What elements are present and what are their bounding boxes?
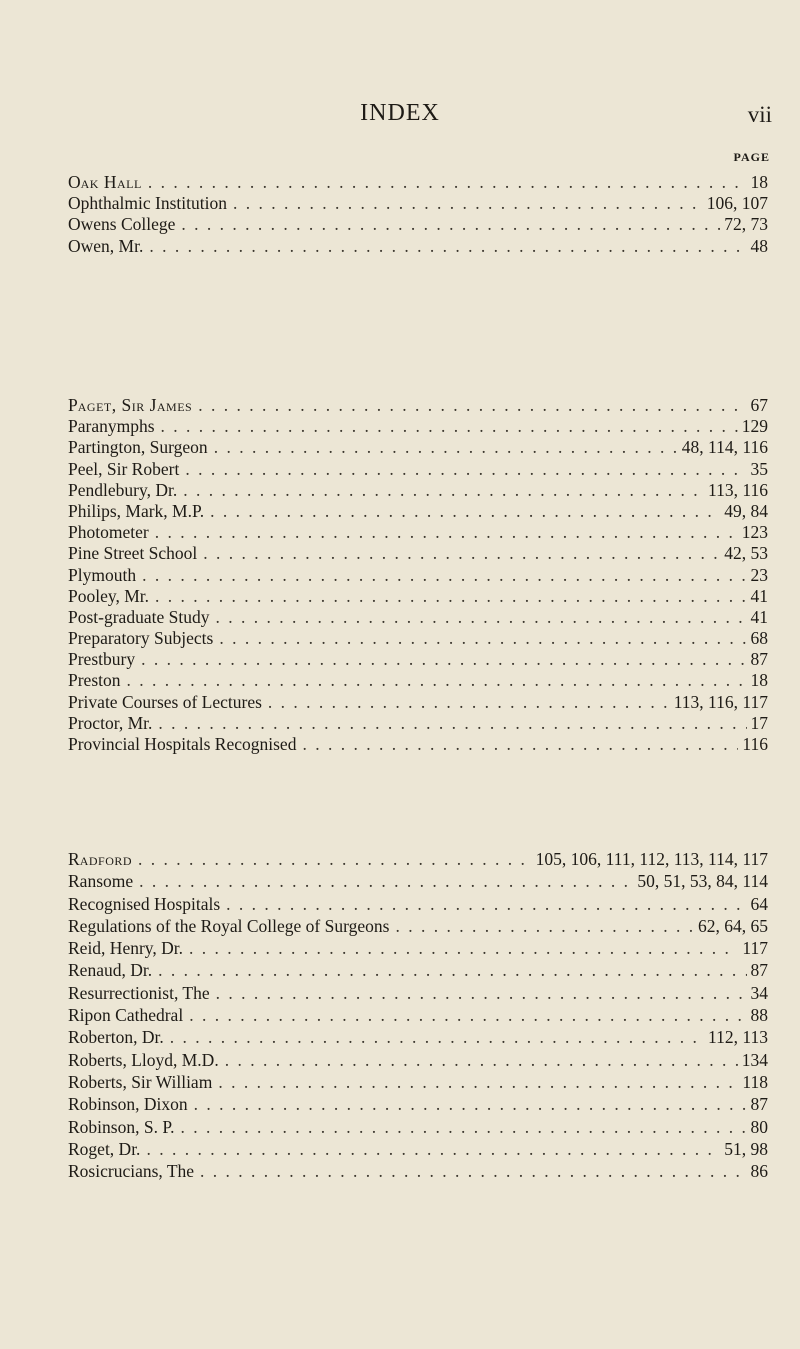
entry-term-text: Roberts, Sir William xyxy=(68,1071,213,1092)
entry-term xyxy=(68,628,219,649)
entry-pages: 87 xyxy=(750,649,768,670)
dot-leader xyxy=(302,734,738,755)
entry-pages: 50, 51, 53, 84, 114 xyxy=(637,871,768,892)
index-entry xyxy=(68,586,768,607)
dot-leader xyxy=(194,1093,747,1115)
dot-leader xyxy=(198,395,746,416)
entry-term xyxy=(68,459,185,480)
entry-pages: 34 xyxy=(750,982,768,1003)
dot-leader xyxy=(146,1138,720,1160)
entry-term-text: Regulations of the Royal College of Surgeons xyxy=(68,915,390,936)
entry-term-text: Pine Street School xyxy=(68,543,198,564)
index-entry xyxy=(68,982,768,1004)
entry-term xyxy=(68,193,233,214)
entry-term xyxy=(68,586,155,607)
entry-pages: 116 xyxy=(742,734,768,754)
entry-term xyxy=(68,1138,146,1160)
entry-term-text: ak Hall xyxy=(80,172,142,192)
entry-term-text: Photometer xyxy=(68,522,149,543)
entry-term-text: Ransome xyxy=(68,871,134,892)
index-entry xyxy=(68,628,768,649)
index-section-o xyxy=(68,172,768,257)
entry-term-text: Private Courses of Lectures xyxy=(68,691,262,712)
entry-term xyxy=(68,1071,218,1093)
entry-pages: 64 xyxy=(750,893,768,914)
entry-term xyxy=(68,1160,200,1182)
entry-term xyxy=(68,1093,194,1115)
entry-term xyxy=(68,543,203,564)
entry-term-text: aget, Sir James xyxy=(77,395,193,415)
entry-term-text: Proctor, Mr. xyxy=(68,712,153,733)
index-entry xyxy=(68,1071,768,1093)
entry-term-text: adford xyxy=(79,849,133,869)
entry-term xyxy=(68,959,158,981)
entry-pages: 105, 106, 111, 112, 113, 114, 117 xyxy=(535,849,768,869)
entry-term xyxy=(68,501,210,522)
index-entry xyxy=(68,607,768,628)
entry-term-text: Peel, Sir Robert xyxy=(68,458,180,479)
entry-term xyxy=(68,649,141,670)
entry-term xyxy=(68,915,395,937)
running-head xyxy=(0,100,800,130)
dot-leader xyxy=(181,214,720,235)
dot-leader xyxy=(189,937,738,959)
entry-pages: 49, 84 xyxy=(724,500,768,521)
entry-term xyxy=(68,395,198,416)
dot-leader xyxy=(214,437,678,458)
entry-pages: 106, 107 xyxy=(706,193,768,214)
index-entry xyxy=(68,1160,768,1182)
dot-leader xyxy=(203,543,720,564)
entry-pages: 88 xyxy=(750,1005,768,1026)
index-entry xyxy=(68,1004,768,1026)
dot-leader xyxy=(158,959,746,981)
entry-pages: 134 xyxy=(741,1049,768,1070)
entry-term xyxy=(68,670,127,691)
dot-leader xyxy=(148,172,747,193)
dot-leader xyxy=(155,522,738,543)
entry-term-text: Recognised Hospitals xyxy=(68,893,221,914)
entry-term-text: Robinson, S. P. xyxy=(68,1116,175,1137)
entry-pages: 41 xyxy=(750,585,768,606)
index-entry xyxy=(68,893,768,915)
dot-leader xyxy=(233,193,703,214)
dot-leader xyxy=(139,870,633,892)
index-entry xyxy=(68,565,768,586)
dot-leader xyxy=(226,893,746,915)
entry-pages: 72, 73 xyxy=(724,214,768,235)
entry-term-text: Robinson, Dixon xyxy=(68,1094,188,1115)
entry-term-text: Owen, Mr. xyxy=(68,235,144,256)
entry-term xyxy=(68,1026,170,1048)
entry-term-text: Plymouth xyxy=(68,564,137,585)
entry-pages: 23 xyxy=(750,564,768,585)
dot-leader xyxy=(155,586,746,607)
dot-leader xyxy=(141,649,746,670)
index-entry xyxy=(68,1049,768,1071)
entry-term xyxy=(68,522,155,543)
entry-pages: 86 xyxy=(750,1161,768,1182)
dot-leader xyxy=(158,713,746,734)
index-entry xyxy=(68,437,768,458)
entry-term xyxy=(68,937,189,959)
entry-term xyxy=(68,1049,225,1071)
dot-leader xyxy=(218,1071,738,1093)
index-entry xyxy=(68,1026,768,1048)
index-entry xyxy=(68,937,768,959)
entry-pages: 87 xyxy=(750,960,768,981)
index-entry xyxy=(68,959,768,981)
index-entry xyxy=(68,649,768,670)
entry-term xyxy=(68,848,138,870)
dot-leader xyxy=(170,1026,704,1048)
entry-pages: 42, 53 xyxy=(724,543,768,564)
index-entry xyxy=(68,692,768,713)
index-entry xyxy=(68,1138,768,1160)
entry-term-text: Paranymphs xyxy=(68,416,155,437)
dot-leader xyxy=(225,1049,738,1071)
dot-leader xyxy=(215,607,746,628)
index-entry xyxy=(68,915,768,937)
dot-leader xyxy=(138,848,532,870)
entry-term-text: Prestbury xyxy=(68,649,136,670)
entry-pages: 18 xyxy=(750,172,768,192)
entry-term-text: Roget, Dr. xyxy=(68,1138,141,1159)
entry-term-text: Resurrectionist, The xyxy=(68,982,210,1003)
entry-term-text: Ophthalmic Institution xyxy=(68,193,227,214)
entry-pages: 123 xyxy=(741,522,768,543)
index-entry xyxy=(68,1116,768,1138)
entry-pages: 80 xyxy=(750,1116,768,1137)
entry-term-text: Partington, Surgeon xyxy=(68,437,208,458)
entry-pages: 112, 113 xyxy=(708,1027,768,1048)
index-entry xyxy=(68,193,768,214)
dot-leader xyxy=(142,565,746,586)
dot-leader xyxy=(216,982,747,1004)
dot-leader xyxy=(200,1160,746,1182)
entry-term xyxy=(68,214,181,235)
entry-pages: 48 xyxy=(750,235,768,256)
entry-term xyxy=(68,1116,181,1138)
index-entry xyxy=(68,214,768,235)
index-section-p xyxy=(68,395,768,755)
index-entry xyxy=(68,670,768,691)
index-entry xyxy=(68,236,768,257)
index-entry xyxy=(68,416,768,437)
dot-leader xyxy=(219,628,746,649)
entry-term xyxy=(68,172,148,193)
entry-pages: 118 xyxy=(742,1071,768,1092)
entry-initial: O xyxy=(68,172,81,192)
index-entry xyxy=(68,870,768,892)
dot-leader xyxy=(268,692,670,713)
entry-pages: 17 xyxy=(750,712,768,733)
entry-pages: 41 xyxy=(750,606,768,627)
entry-term xyxy=(68,236,149,257)
entry-pages: 113, 116 xyxy=(708,479,768,500)
entry-pages: 62, 64, 65 xyxy=(698,915,768,936)
entry-term-text: Roberton, Dr. xyxy=(68,1027,164,1048)
entry-term xyxy=(68,437,214,458)
entry-term xyxy=(68,416,161,437)
entry-term xyxy=(68,692,268,713)
entry-term-text: Ripon Cathedral xyxy=(68,1005,184,1026)
entry-term-text: Pendlebury, Dr. xyxy=(68,479,178,500)
entry-term xyxy=(68,982,216,1004)
entry-pages: 18 xyxy=(750,670,768,691)
entry-initial: P xyxy=(68,395,78,415)
entry-pages: 129 xyxy=(741,416,768,437)
entry-term xyxy=(68,607,215,628)
page-column-label: PAGE xyxy=(733,150,770,164)
page-title: INDEX xyxy=(360,100,440,126)
dot-leader xyxy=(189,1004,746,1026)
index-entry xyxy=(68,713,768,734)
entry-pages: 51, 98 xyxy=(724,1138,768,1159)
entry-initial: R xyxy=(68,849,80,869)
entry-term-text: Reid, Henry, Dr. xyxy=(68,938,184,959)
entry-pages: 113, 116, 117 xyxy=(673,691,768,712)
index-entry xyxy=(68,395,768,416)
entry-term xyxy=(68,870,139,892)
entry-term-text: Roberts, Lloyd, M.D. xyxy=(68,1049,219,1070)
entry-term-text: Owens College xyxy=(68,214,176,235)
entry-pages: 35 xyxy=(750,458,768,479)
entry-pages: 68 xyxy=(750,628,768,649)
entry-term-text: Rosicrucians, The xyxy=(68,1161,195,1182)
page-number: vii xyxy=(747,102,772,127)
dot-leader xyxy=(183,480,704,501)
entry-term xyxy=(68,565,142,586)
index-entry xyxy=(68,734,768,755)
dot-leader xyxy=(181,1116,747,1138)
index-entry xyxy=(68,501,768,522)
index-entry xyxy=(68,522,768,543)
entry-pages: 48, 114, 116 xyxy=(681,437,768,458)
entry-term xyxy=(68,1004,189,1026)
index-entry xyxy=(68,543,768,564)
dot-leader xyxy=(161,416,738,437)
entry-term-text: Preston xyxy=(68,670,121,691)
index-entry xyxy=(68,172,768,193)
entry-term xyxy=(68,893,226,915)
index-entry xyxy=(68,480,768,501)
entry-term xyxy=(68,734,302,755)
index-entry xyxy=(68,1093,768,1115)
dot-leader xyxy=(149,236,746,257)
dot-leader xyxy=(127,670,747,691)
index-entry xyxy=(68,459,768,480)
entry-term-text: Preparatory Subjects xyxy=(68,628,214,649)
entry-term xyxy=(68,713,158,734)
entry-pages: 117 xyxy=(742,938,768,959)
dot-leader xyxy=(395,915,694,937)
entry-term-text: Post-graduate Study xyxy=(68,606,210,627)
entry-term xyxy=(68,480,183,501)
dot-leader xyxy=(210,501,720,522)
index-section-r xyxy=(68,848,768,1182)
entry-term-text: Philips, Mark, M.P. xyxy=(68,500,205,521)
dot-leader xyxy=(185,459,746,480)
index-entry xyxy=(68,848,768,870)
entry-pages: 87 xyxy=(750,1094,768,1115)
entry-term-text: Pooley, Mr. xyxy=(68,585,150,606)
entry-term-text: Renaud, Dr. xyxy=(68,960,153,981)
entry-pages: 67 xyxy=(750,395,768,415)
entry-term-text: Provincial Hospitals Recognised xyxy=(68,734,297,754)
